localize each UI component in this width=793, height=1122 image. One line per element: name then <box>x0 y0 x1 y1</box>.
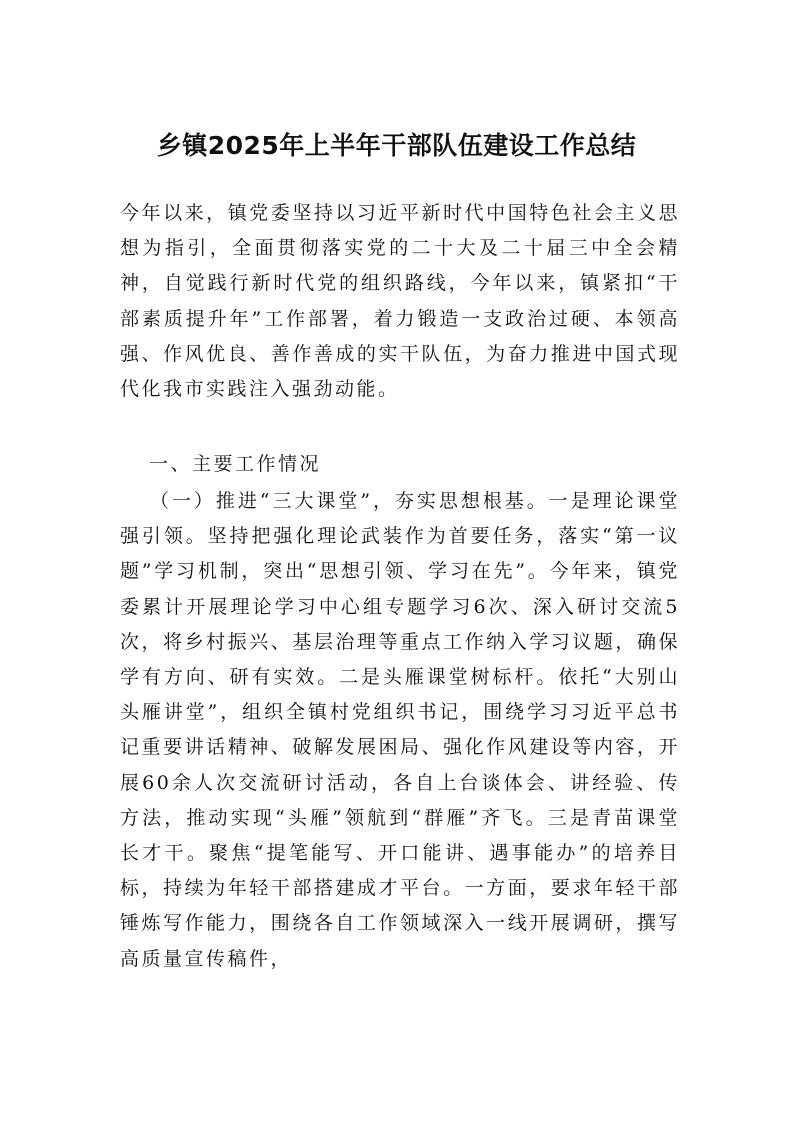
document-title: 乡镇2025年上半年干部队伍建设工作总结 <box>156 131 637 160</box>
section-heading: 一、主要工作情况 <box>149 453 322 475</box>
intro-paragraph: 今年以来，镇党委坚持以习近平新时代中国特色社会主义思想为指引，全面贯彻落实党的二十大及二十届三中全会精神，自觉践行新时代党的组织路线，今年以来，镇紧扣“干部素质提升年”工作部署，着力锻造一支政治过硬、本领高强、作风优良、善作善成的实干队伍，为奋力推进中国式现代化我市实践注入强劲动能。 <box>120 202 680 401</box>
body-paragraph: （一）推进“三大课堂”，夯实思想根基。一是理论课堂强引领。坚持把强化理论武装作为首要任务，落实“第一议题”学习机制，突出“思想引领、学习在先”。今年来，镇党委累计开展理论学习中心组专题学习6次、深入研讨交流5次，将乡村振兴、基层治理等重点工作纳入学习议题，确保学有方向、研有实效。二是头雁课堂树标杆。依托“大别山头雁讲堂”，组织全镇村党组织书记，围绕学习习近平总书记重要讲话精神、破解发展困局、强化作风建设等内容，开展60余人次交流研讨活动，各自上台谈体会、讲经验、传方法，推动实现“头雁”领航到“群雁”齐飞。三是青苗课堂长才干。聚焦“提笔能写、开口能讲、遇事能办”的培养目标，持续为年轻干部搭建成才平台。一方面，要求年轻干部锤炼写作能力，围绕各自工作领域深入一线开展调研，撰写高质量宣传稿件， <box>120 490 680 970</box>
